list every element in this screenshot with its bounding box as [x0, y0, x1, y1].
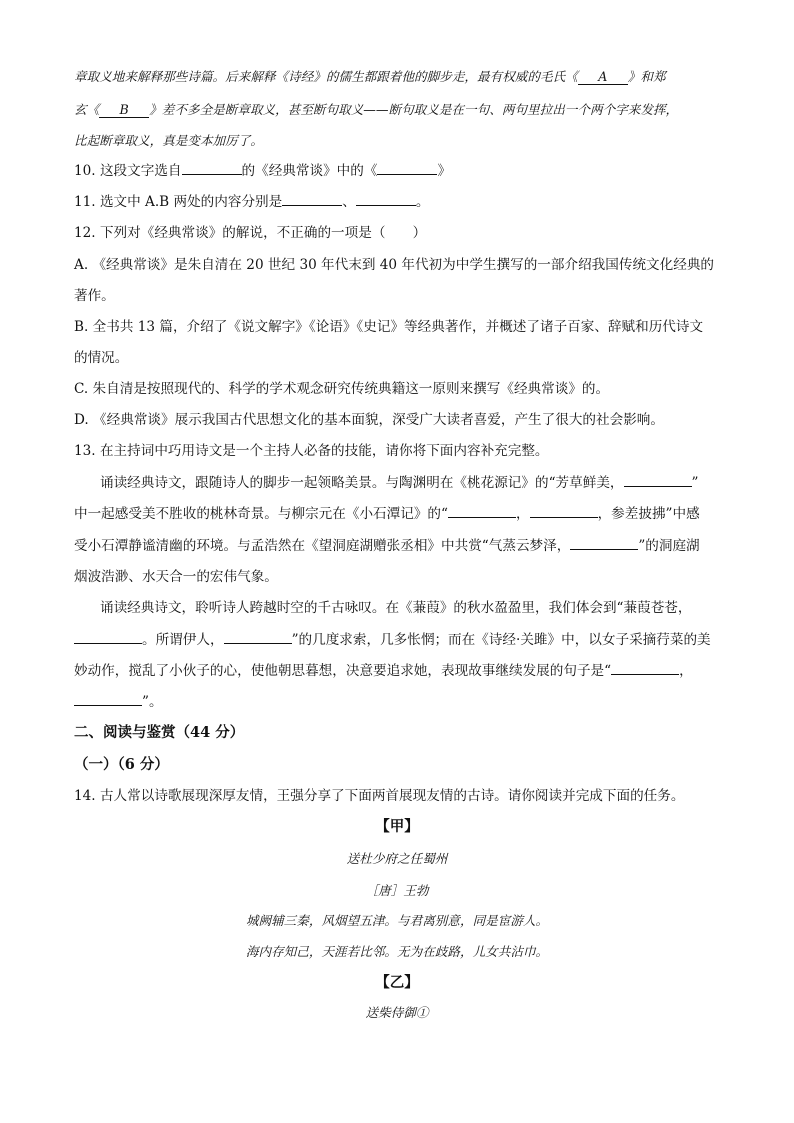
q13-p2-line-4: ”。 [74, 693, 163, 711]
section-2-title: 二、阅读与鉴赏（44 分） [74, 724, 245, 741]
blank-a[interactable]: A [578, 69, 628, 85]
question-10: 10. 这段文字选自 的《经典常谈》中的《 》 [74, 163, 452, 179]
q13-p1-line-3: 受小石潭静谧清幽的环境。与孟浩然在《望洞庭湖赠张丞相》中共赏“气蒸云梦泽， ”的洞庭湖 [74, 538, 700, 554]
option-a-line-2: 著作。 [74, 288, 115, 304]
answer-blank[interactable] [74, 705, 142, 706]
answer-blank[interactable] [611, 674, 679, 675]
option-b-line-2: 的情况。 [74, 350, 129, 366]
poem-yi-title: 送柴侍御① [365, 1005, 429, 1020]
answer-blank[interactable] [282, 205, 342, 206]
answer-blank[interactable] [182, 174, 242, 175]
q13-p2-line-3: 妙动作，搅乱了小伙子的心，使他朝思暮想，决意要追求她，表现故事继续发展的句子是“ ， [74, 663, 693, 679]
passage-line-2: 玄《 B 》差不多全是断章取义，甚至断句取义——断句取义是在一句、两句里拉出一个两个字来发挥， [74, 102, 679, 117]
answer-blank[interactable] [570, 549, 638, 550]
poem-jia-author: ［唐］王勃 [365, 883, 429, 898]
q13-p1-line-4: 烟波浩渺、水天合一的宏伟气象。 [74, 569, 278, 585]
q13-p1-line-2: 中一起感受美不胜收的桃林奇景。与柳宗元在《小石潭记》的“ ， ，参差披拂”中感 [74, 506, 700, 522]
option-c: C. 朱自清是按照现代的、科学的学术观念研究传统典籍这一原则来撰写《经典常谈》的。 [74, 381, 610, 397]
answer-blank[interactable] [624, 486, 692, 487]
poem-yi-label: 【乙】 [375, 974, 419, 991]
answer-blank[interactable] [377, 174, 437, 175]
question-13-stem: 13. 在主持词中巧用诗文是一个主持人必备的技能，请你将下面内容补充完整。 [74, 443, 549, 459]
q13-p2-line-2: 。所谓伊人， ”的几度求索，几多怅惘；而在《诗经·关雎》中，以女子采摘荇菜的美 [74, 631, 711, 649]
q13-p1-line-1: 诵读经典诗文，跟随诗人的脚步一起领略美景。与陶渊明在《桃花源记》的“芳草鲜美， ” [100, 475, 699, 491]
question-12-stem: 12. 下列对《经典常谈》的解说，不正确的一项是（ ） [74, 225, 427, 241]
answer-blank[interactable] [356, 205, 416, 206]
passage-line-1: 章取义地来解释那些诗篇。后来解释《诗经》的儒生都跟着他的脚步走，最有权威的毛氏《 A 》和郑 [74, 69, 666, 84]
section-2-subtitle: （一）（6 分） [74, 756, 169, 773]
option-a-line-1: A. 《经典常谈》是朱自清在 20 世纪 30 年代末到 40 年代初为中学生撰写的一部介绍我国传统文化经典的 [74, 257, 715, 273]
poem-jia-label: 【甲】 [375, 818, 419, 835]
answer-blank[interactable] [224, 643, 292, 644]
question-14-stem: 14. 古人常以诗歌展现深厚友情，王强分享了下面两首展现友情的古诗。请你阅读并完成下面的任务。 [74, 788, 685, 804]
passage-line-3: 比起断章取义，真是变本加厉了。 [74, 133, 263, 148]
question-11: 11. 选文中 A.B 两处的内容分别是 、 。 [74, 194, 430, 210]
answer-blank[interactable] [530, 517, 598, 518]
answer-blank[interactable] [448, 517, 516, 518]
option-d: D. 《经典常谈》展示我国古代思想文化的基本面貌，深受广大读者喜爱，产生了很大的社会影响。 [74, 412, 664, 428]
poem-jia-title: 送杜少府之任蜀州 [346, 851, 448, 866]
option-b-line-1: B. 全书共 13 篇，介绍了《说文解字》《论语》《史记》等经典著作，并概述了诸子百家、辞赋和历代诗文 [74, 319, 704, 335]
blank-b[interactable]: B [99, 102, 149, 118]
q13-p2-line-1: 诵读经典诗文，聆听诗人跨越时空的千古咏叹。在《蒹葭》的秋水盈盈里，我们体会到“蒹葭苍苍， [100, 600, 692, 616]
poem-jia-line-1: 城阙辅三秦，风烟望五津。与君离别意，同是宦游人。 [245, 913, 549, 928]
poem-jia-line-2: 海内存知己，天涯若比邻。无为在歧路，儿女共沾巾。 [245, 944, 549, 959]
answer-blank[interactable] [74, 643, 142, 644]
